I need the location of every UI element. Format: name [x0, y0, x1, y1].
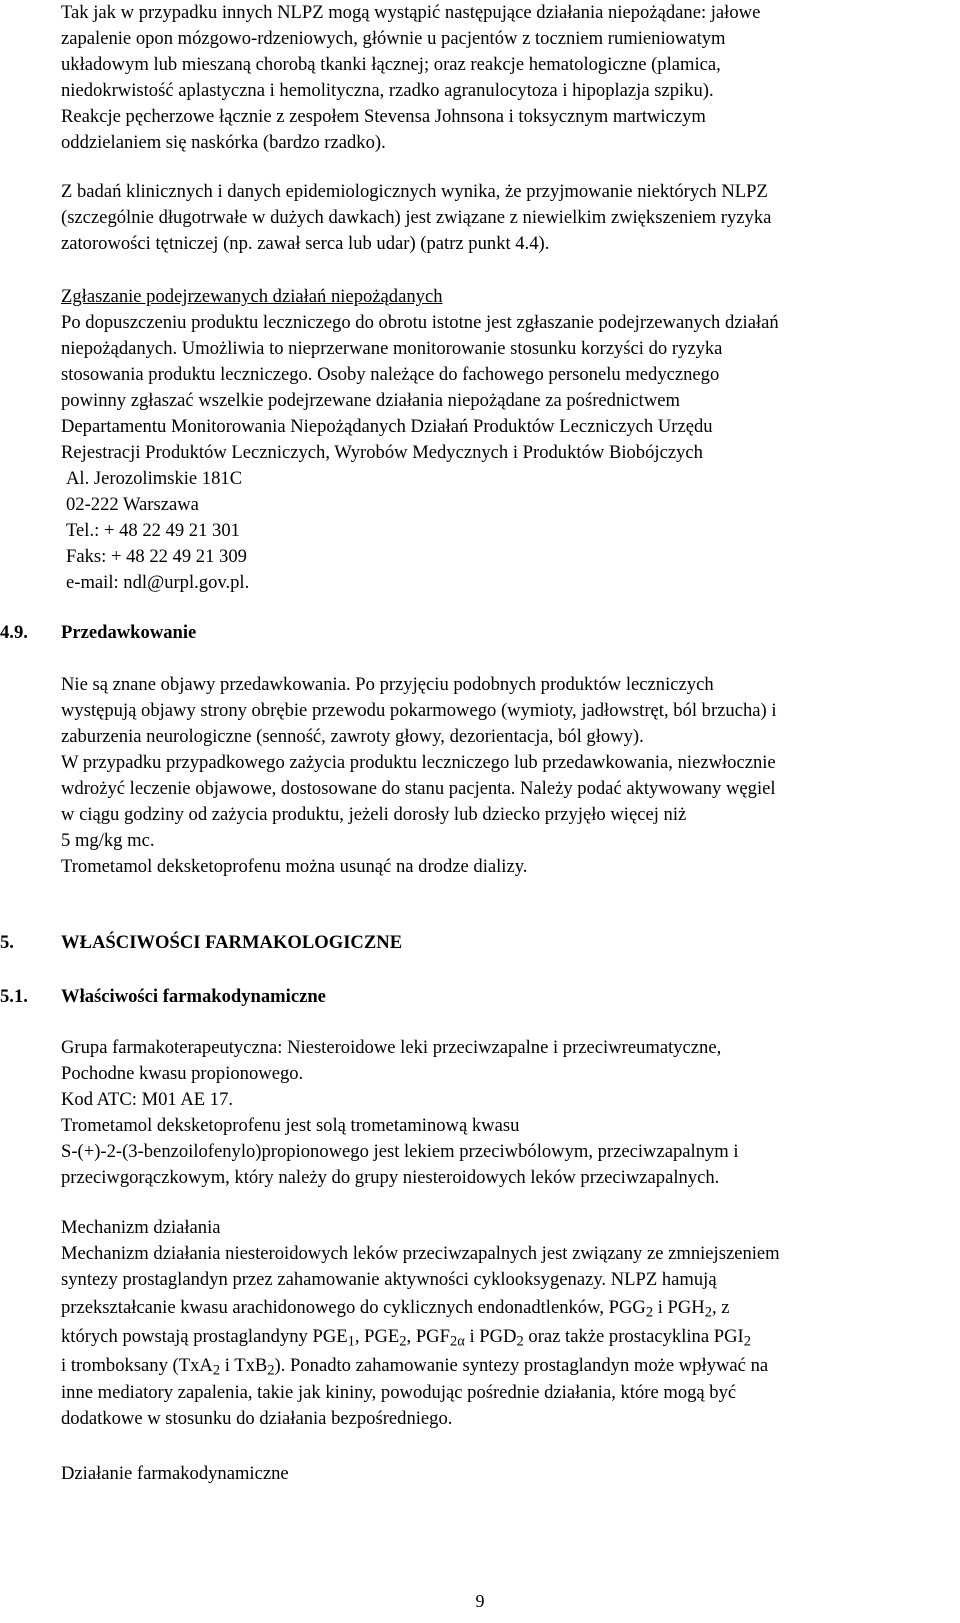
text-line: Pochodne kwasu propionowego. [61, 1063, 304, 1084]
text-line: Z badań klinicznych i danych epidemiologicznych wynika, że przyjmowanie niektórych NLPZ [61, 181, 768, 202]
text-line: Rejestracji Produktów Leczniczych, Wyrobów Medycznych i Produktów Biobójczych [61, 442, 703, 463]
text-line: wdrożyć leczenie objawowe, dostosowane do stanu pacjenta. Należy podać aktywowany węgiel [61, 778, 776, 799]
text-line: syntezy prostaglandyn przez zahamowanie aktywności cyklooksygenazy. NLPZ hamują [61, 1269, 717, 1290]
atc-code-line: Kod ATC: M01 AE 17. [61, 1089, 234, 1110]
text-line: S-(+)-2-(3-benzoilofenylo)propionowego jest lekiem przeciwbólowym, przeciwzapalnym i [61, 1141, 739, 1162]
text-line: zatorowości tętniczej (np. zawał serca lub udar) (patrz punkt 4.4). [61, 233, 550, 254]
reporting-section [61, 284, 941, 596]
email-line: e-mail: ndl@urpl.gov.pl. [66, 572, 250, 593]
fax-line: Faks: + 48 22 49 21 309 [66, 546, 247, 567]
text-line: dodatkowe w stosunku do działania bezpośredniego. [61, 1408, 453, 1429]
text-line: zapalenie opon mózgowo-rdzeniowych, głównie u pacjentów z toczniem rumieniowatym [61, 28, 726, 49]
text-line: układowym lub mieszaną chorobą tkanki łącznej; oraz reakcje hematologiczne (plamica, [61, 54, 721, 75]
text-line: oddzielaniem się naskórka (bardzo rzadko). [61, 132, 386, 153]
text-line: powinny zgłaszać wszelkie podejrzewane działania niepożądane za pośrednictwem [61, 390, 680, 411]
section-title: Przedawkowanie [61, 622, 197, 643]
text-line: przeciwgorączkowym, który należy do grupy niesteroidowych leków przeciwzapalnych. [61, 1167, 720, 1188]
text-line: występują objawy strony obrębie przewodu pokarmowego (wymioty, jadłowstręt, ból brzucha) i [61, 700, 777, 721]
text-line: Grupa farmakoterapeutyczna: Niesteroidowe leki przeciwzapalne i przeciwreumatyczne, [61, 1037, 722, 1058]
section-title: WŁAŚCIWOŚCI FARMAKOLOGICZNE [61, 932, 403, 953]
text-line: w ciągu godziny od zażycia produktu, jeżeli dorosły lub dziecko przyjęło więcej niż [61, 804, 687, 825]
text-line: inne mediatory zapalenia, takie jak kininy, powodując pośrednie działania, które mogą być [61, 1382, 737, 1403]
text-line: Trometamol deksketoprofenu można usunąć na drodze dializy. [61, 856, 528, 877]
section-number: 5. [0, 932, 14, 953]
text-line: 5 mg/kg mc. [61, 830, 155, 851]
text-line: Departamentu Monitorowania Niepożądanych Działań Produktów Leczniczych Urzędu [61, 416, 713, 437]
address-line: 02-222 Warszawa [66, 494, 199, 515]
mechanism-section [61, 1215, 941, 1432]
text-line: Tak jak w przypadku innych NLPZ mogą wystąpić następujące działania niepożądane: jałowe [61, 2, 761, 23]
reporting-title: Zgłaszanie podejrzewanych działań niepożądanych [61, 286, 443, 307]
text-line: i tromboksany (TxA$_2$ i TxB$_2$). Ponadto zahamowanie syntezy prostaglandyn może wpływać na [61, 1355, 769, 1379]
thrombotic-risk-paragraph [61, 179, 941, 257]
text-line: których powstają prostaglandyny $PGE_1$, $PGE_2$, $PGF_{2\alpha}$ i $PGD_2$ oraz także prostacyklina $PGI_2$ [61, 1326, 751, 1350]
section-number: 5.1. [0, 986, 28, 1007]
text-line: niepożądanych. Umożliwia to nieprzerwane monitorowanie stosunku korzyści do ryzyka [61, 338, 723, 359]
page-number: 9 [475, 1591, 485, 1611]
text-line: Mechanizm działania niesteroidowych leków przeciwzapalnych jest związany ze zmniejszeniem [61, 1243, 780, 1264]
text-line: przekształcanie kwasu arachidonowego do cyklicznych endonadtlenków, $PGG_2$ i $PGH_2$, z [61, 1297, 730, 1321]
section-number: 4.9. [0, 622, 28, 643]
pharmacodynamic-section [61, 1461, 941, 1487]
pharmacotherapeutic-group-paragraph [61, 1035, 941, 1191]
adverse-effects-paragraph [61, 0, 941, 156]
text-line: zaburzenia neurologiczne (senność, zawroty głowy, dezorientacja, ból głowy). [61, 726, 644, 747]
text-line: Reakcje pęcherzowe łącznie z zespołem Stevensa Johnsona i toksycznym martwiczym [61, 106, 706, 127]
address-line: Al. Jerozolimskie 181C [66, 468, 243, 489]
text-line: niedokrwistość aplastyczna i hemolityczna, rzadko agranulocytoza i hipoplazja szpiku). [61, 80, 714, 101]
mechanism-title: Mechanizm działania [61, 1217, 221, 1238]
text-line: (szczególnie długotrwałe w dużych dawkach) jest związane z niewielkim zwiększeniem ryzyka [61, 207, 772, 228]
text-line: Trometamol deksketoprofenu jest solą trometaminową kwasu [61, 1115, 520, 1136]
phone-line: Tel.: + 48 22 49 21 301 [66, 520, 240, 541]
text-line: Po dopuszczeniu produktu leczniczego do obrotu istotne jest zgłaszanie podejrzewanych działań [61, 312, 779, 333]
text-line: Nie są znane objawy przedawkowania. Po przyjęciu podobnych produktów leczniczych [61, 674, 714, 695]
section-title: Właściwości farmakodynamiczne [61, 986, 326, 1007]
text-line: W przypadku przypadkowego zażycia produktu leczniczego lub przedawkowania, niezwłocznie [61, 752, 776, 773]
overdose-paragraph [61, 672, 941, 880]
text-line: stosowania produktu leczniczego. Osoby należące do fachowego personelu medycznego [61, 364, 720, 385]
pharmacodynamic-title: Działanie farmakodynamiczne [61, 1463, 289, 1484]
